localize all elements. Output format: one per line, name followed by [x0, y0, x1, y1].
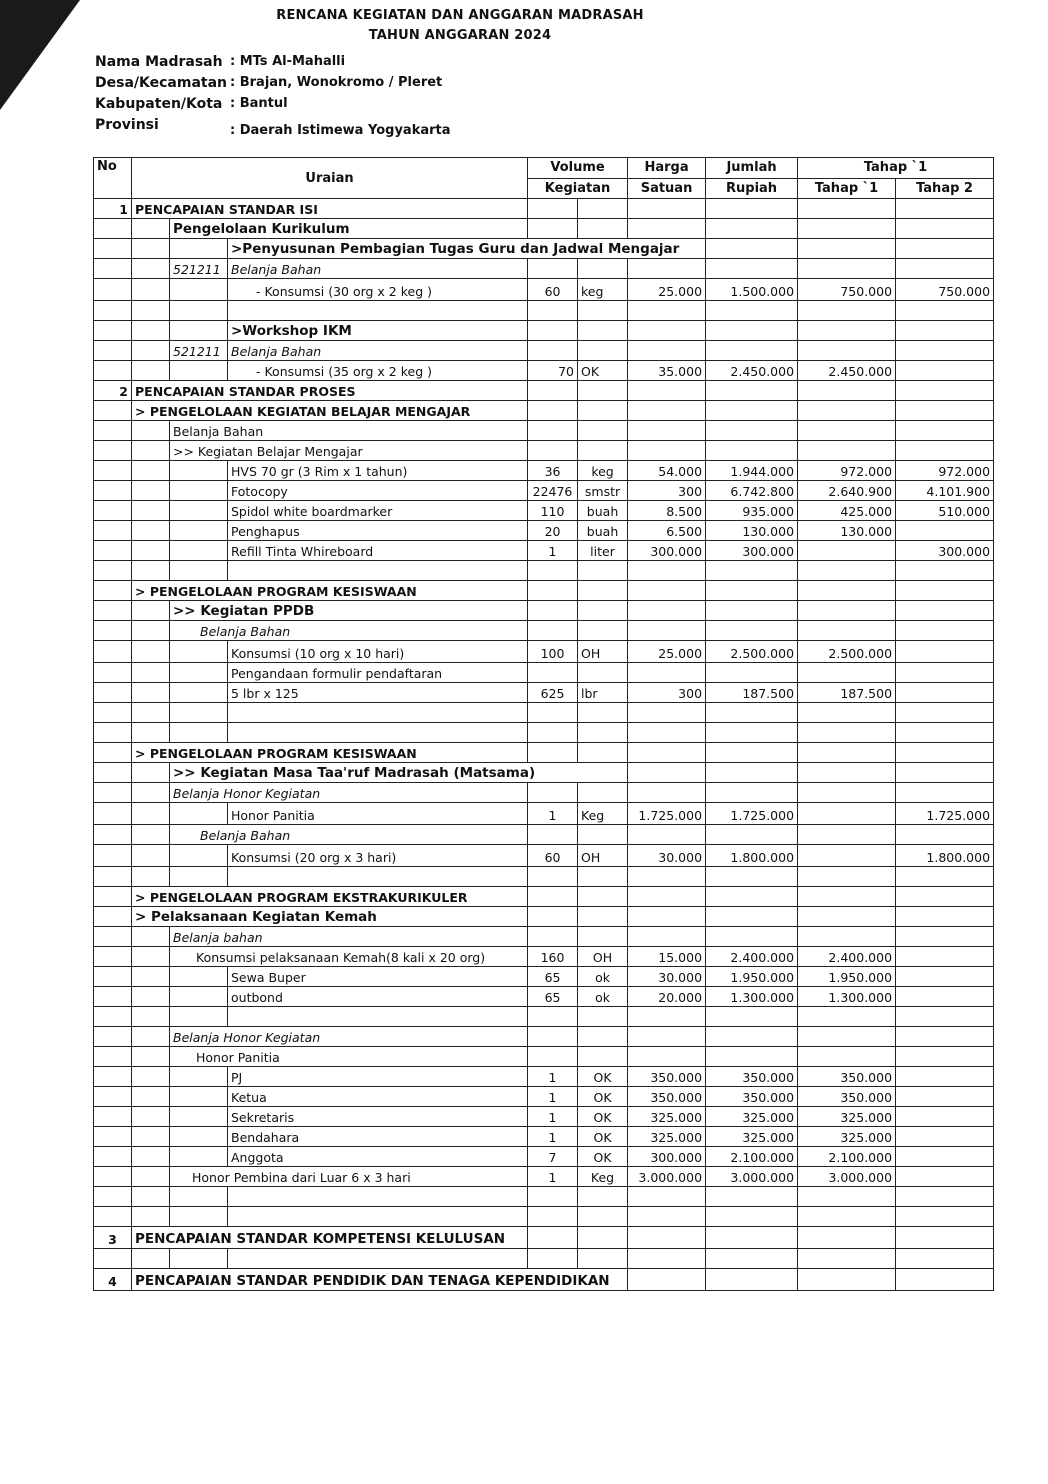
item-price: 300	[628, 683, 706, 703]
info-label: Kabupaten/Kota	[95, 96, 223, 112]
item-unit: OK	[578, 1127, 628, 1147]
item-unit: Keg	[578, 803, 628, 825]
item-unit: buah	[578, 501, 628, 521]
header-volume: Volume	[528, 158, 628, 179]
item-desc: Anggota	[228, 1147, 528, 1167]
table-row	[94, 521, 994, 541]
item-price: 20.000	[628, 987, 706, 1007]
table-row	[94, 361, 994, 381]
section-number: 3	[94, 1227, 132, 1249]
item-total: 2.400.000	[706, 947, 798, 967]
item-tahap1: 2.500.000	[798, 641, 896, 663]
item-tahap2	[896, 1067, 994, 1087]
table-row	[94, 621, 994, 641]
table-row	[94, 783, 994, 803]
item-desc: Bendahara	[228, 1127, 528, 1147]
item-unit: OK	[578, 361, 628, 381]
item-tahap2	[896, 1107, 994, 1127]
item-tahap2	[896, 967, 994, 987]
table-row	[94, 641, 994, 663]
table-row	[94, 1207, 994, 1227]
section-row	[94, 381, 994, 401]
table-row	[94, 743, 994, 763]
item-tahap1: 425.000	[798, 501, 896, 521]
info-label: Provinsi	[95, 117, 159, 133]
item-tahap1: 325.000	[798, 1127, 896, 1147]
item-desc: outbond	[228, 987, 528, 1007]
item-total: 1.950.000	[706, 967, 798, 987]
section-number: 4	[94, 1269, 132, 1291]
table-row	[94, 1007, 994, 1027]
scan-corner-shadow	[0, 0, 80, 110]
info-label: Desa/Kecamatan	[95, 75, 227, 91]
program-title: > PENGELOLAAN PROGRAM EKSTRAKURIKULER	[132, 887, 528, 907]
table-row	[94, 1087, 994, 1107]
item-volume: 20	[528, 521, 578, 541]
account-code: 521211	[170, 341, 228, 361]
document-title: RENCANA KEGIATAN DAN ANGGARAN MADRASAH	[276, 8, 644, 23]
header-satuan: Satuan	[628, 178, 706, 199]
item-price: 1.725.000	[628, 803, 706, 825]
item-unit: ok	[578, 987, 628, 1007]
item-unit: OK	[578, 1107, 628, 1127]
item-volume: 60	[528, 845, 578, 867]
item-total: 1.800.000	[706, 845, 798, 867]
item-tahap1: 972.000	[798, 461, 896, 481]
item-tahap2	[896, 1147, 994, 1167]
item-price: 325.000	[628, 1107, 706, 1127]
item-volume: 65	[528, 967, 578, 987]
header-kegiatan: Kegiatan	[528, 178, 628, 199]
item-tahap1: 130.000	[798, 521, 896, 541]
item-volume: 1	[528, 1167, 578, 1187]
table-row	[94, 581, 994, 601]
item-volume: 1	[528, 1127, 578, 1147]
section-title: PENCAPAIAN STANDAR PENDIDIK DAN TENAGA KEPENDIDIKAN	[132, 1269, 628, 1291]
table-row	[94, 401, 994, 421]
info-value: : Bantul	[230, 96, 288, 111]
item-tahap1: 1.950.000	[798, 967, 896, 987]
item-total: 2.100.000	[706, 1147, 798, 1167]
item-tahap2: 750.000	[896, 279, 994, 301]
table-row	[94, 1249, 994, 1269]
table-row	[94, 825, 994, 845]
item-volume: 1	[528, 803, 578, 825]
item-tahap1	[798, 541, 896, 561]
expense-category: Belanja Honor Kegiatan	[170, 1027, 528, 1047]
activity-title: >> Kegiatan Belajar Mengajar	[170, 441, 528, 461]
item-desc: Konsumsi (10 org x 10 hari)	[228, 641, 528, 663]
table-row	[94, 421, 994, 441]
table-row	[94, 541, 994, 561]
table-row	[94, 341, 994, 361]
item-unit: OH	[578, 641, 628, 663]
table-row	[94, 441, 994, 461]
item-tahap1: 2.400.000	[798, 947, 896, 967]
item-desc: Spidol white boardmarker	[228, 501, 528, 521]
item-total: 6.742.800	[706, 481, 798, 501]
item-unit: keg	[578, 461, 628, 481]
item-volume: 1	[528, 541, 578, 561]
table-row	[94, 1047, 994, 1067]
table-row	[94, 301, 994, 321]
item-tahap1	[798, 803, 896, 825]
item-desc: Penghapus	[228, 521, 528, 541]
expense-category: Belanja bahan	[170, 927, 528, 947]
section-title: PENCAPAIAN STANDAR PROSES	[132, 381, 528, 401]
item-price: 15.000	[628, 947, 706, 967]
program-title: > PENGELOLAAN KEGIATAN BELAJAR MENGAJAR	[132, 401, 528, 421]
section-number: 2	[94, 381, 132, 401]
table-row	[94, 987, 994, 1007]
table-row	[94, 321, 994, 341]
item-volume: 60	[528, 279, 578, 301]
item-price: 300.000	[628, 1147, 706, 1167]
header-tahap-group: Tahap `1	[798, 158, 994, 179]
item-desc: - Konsumsi (30 org x 2 keg )	[228, 279, 528, 301]
table-row	[94, 927, 994, 947]
header-rupiah: Rupiah	[706, 178, 798, 199]
item-tahap2	[896, 521, 994, 541]
table-row	[94, 803, 994, 825]
info-label: Nama Madrasah	[95, 54, 223, 70]
activity-title: >Penyusunan Pembagian Tugas Guru dan Jadwal Mengajar	[228, 239, 706, 259]
item-price: 8.500	[628, 501, 706, 521]
table-row	[94, 461, 994, 481]
item-desc: Honor Pembina dari Luar 6 x 3 hari	[170, 1167, 528, 1187]
item-tahap2: 510.000	[896, 501, 994, 521]
header-harga: Harga	[628, 158, 706, 179]
item-volume: 65	[528, 987, 578, 1007]
item-unit: keg	[578, 279, 628, 301]
item-price: 350.000	[628, 1087, 706, 1107]
info-value: : MTs Al-Mahalli	[230, 54, 346, 69]
item-total: 1.944.000	[706, 461, 798, 481]
item-tahap1: 1.300.000	[798, 987, 896, 1007]
header-tahap1: Tahap `1	[798, 178, 896, 199]
item-tahap2	[896, 1087, 994, 1107]
expense-category: Belanja Honor Kegiatan	[170, 783, 528, 803]
subsection-title: Pengelolaan Kurikulum	[170, 219, 528, 239]
activity-title: > Pelaksanaan Kegiatan Kemah	[132, 907, 528, 927]
item-tahap1: 750.000	[798, 279, 896, 301]
table-row	[94, 845, 994, 867]
header-uraian: Uraian	[132, 158, 528, 199]
budget-table-container	[93, 157, 994, 1291]
item-desc: Konsumsi (20 org x 3 hari)	[228, 845, 528, 867]
item-unit: buah	[578, 521, 628, 541]
item-volume: 1	[528, 1107, 578, 1127]
info-value: : Daerah Istimewa Yogyakarta	[230, 123, 451, 138]
activity-title: >> Kegiatan Masa Taa'ruf Madrasah (Matsama)	[170, 763, 628, 783]
table-row	[94, 239, 994, 259]
item-tahap1: 3.000.000	[798, 1167, 896, 1187]
item-total: 3.000.000	[706, 1167, 798, 1187]
item-price: 25.000	[628, 279, 706, 301]
program-title: > PENGELOLAAN PROGRAM KESISWAAN	[132, 581, 528, 601]
item-total: 1.500.000	[706, 279, 798, 301]
item-total: 350.000	[706, 1087, 798, 1107]
table-row	[94, 703, 994, 723]
table-row	[94, 887, 994, 907]
item-tahap2	[896, 361, 994, 381]
section-row	[94, 1269, 994, 1291]
program-title: > PENGELOLAAN PROGRAM KESISWAAN	[132, 743, 528, 763]
item-unit: OK	[578, 1067, 628, 1087]
expense-category: Belanja Bahan	[228, 341, 528, 361]
expense-category: Belanja Bahan	[170, 825, 528, 845]
section-title: PENCAPAIAN STANDAR KOMPETENSI KELULUSAN	[132, 1227, 528, 1249]
header-tahap2: Tahap 2	[896, 178, 994, 199]
table-row	[94, 1167, 994, 1187]
header-no: No	[94, 158, 132, 199]
item-tahap1: 325.000	[798, 1107, 896, 1127]
item-price: 350.000	[628, 1067, 706, 1087]
table-row	[94, 723, 994, 743]
table-row	[94, 1067, 994, 1087]
activity-title: >Workshop IKM	[228, 321, 528, 341]
table-row	[94, 763, 994, 783]
item-volume: 36	[528, 461, 578, 481]
item-total: 350.000	[706, 1067, 798, 1087]
item-desc: HVS 70 gr (3 Rim x 1 tahun)	[228, 461, 528, 481]
item-desc: PJ	[228, 1067, 528, 1087]
item-unit: OK	[578, 1087, 628, 1107]
item-price: 6.500	[628, 521, 706, 541]
item-unit: Keg	[578, 1167, 628, 1187]
item-unit: OK	[578, 1147, 628, 1167]
item-volume: 70	[528, 361, 578, 381]
item-volume: 22476	[528, 481, 578, 501]
item-tahap2	[896, 1167, 994, 1187]
item-volume: 7	[528, 1147, 578, 1167]
item-tahap1	[798, 845, 896, 867]
expense-category: Belanja Bahan	[170, 421, 528, 441]
item-tahap2: 4.101.900	[896, 481, 994, 501]
table-row	[94, 1147, 994, 1167]
header-jumlah: Jumlah	[706, 158, 798, 179]
table-row	[94, 1027, 994, 1047]
item-total: 1.725.000	[706, 803, 798, 825]
table-row	[94, 1187, 994, 1207]
item-total: 1.300.000	[706, 987, 798, 1007]
item-tahap1: 2.100.000	[798, 1147, 896, 1167]
item-tahap1: 187.500	[798, 683, 896, 703]
item-total: 300.000	[706, 541, 798, 561]
item-desc: Honor Panitia	[228, 803, 528, 825]
table-row	[94, 561, 994, 581]
item-price: 25.000	[628, 641, 706, 663]
item-price: 300	[628, 481, 706, 501]
section-number: 1	[94, 199, 132, 219]
table-row	[94, 683, 994, 703]
section-row	[94, 199, 994, 219]
section-title: PENCAPAIAN STANDAR ISI	[132, 199, 528, 219]
item-tahap1: 2.640.900	[798, 481, 896, 501]
account-code: 521211	[170, 259, 228, 279]
item-volume: 625	[528, 683, 578, 703]
info-value: : Brajan, Wonokromo / Pleret	[230, 75, 443, 90]
item-desc: Konsumsi pelaksanaan Kemah(8 kali x 20 org)	[170, 947, 528, 967]
item-tahap2: 1.725.000	[896, 803, 994, 825]
item-tahap2: 972.000	[896, 461, 994, 481]
item-unit: OH	[578, 845, 628, 867]
item-unit: OH	[578, 947, 628, 967]
item-tahap1: 2.450.000	[798, 361, 896, 381]
item-unit: liter	[578, 541, 628, 561]
table-row	[94, 663, 994, 683]
item-tahap1: 350.000	[798, 1067, 896, 1087]
item-total: 130.000	[706, 521, 798, 541]
item-tahap2: 300.000	[896, 541, 994, 561]
document-subtitle: TAHUN ANGGARAN 2024	[368, 28, 552, 43]
item-desc: Refill Tinta Whireboard	[228, 541, 528, 561]
item-volume: 1	[528, 1067, 578, 1087]
expense-category: Belanja Bahan	[170, 621, 528, 641]
item-desc: Sekretaris	[228, 1107, 528, 1127]
item-desc: - Konsumsi (35 org x 2 keg )	[228, 361, 528, 381]
item-total: 325.000	[706, 1127, 798, 1147]
item-price: 54.000	[628, 461, 706, 481]
item-total: 325.000	[706, 1107, 798, 1127]
item-tahap2	[896, 987, 994, 1007]
table-row	[94, 259, 994, 279]
item-volume: 160	[528, 947, 578, 967]
item-price: 30.000	[628, 845, 706, 867]
item-volume: 1	[528, 1087, 578, 1107]
table-row	[94, 947, 994, 967]
item-tahap2	[896, 641, 994, 663]
table-row	[94, 279, 994, 301]
item-tahap2: 1.800.000	[896, 845, 994, 867]
item-tahap2	[896, 947, 994, 967]
item-tahap1: 350.000	[798, 1087, 896, 1107]
item-unit: ok	[578, 967, 628, 987]
expense-category: Belanja Bahan	[228, 259, 528, 279]
table-row	[94, 219, 994, 239]
table-row	[94, 481, 994, 501]
item-tahap2	[896, 1127, 994, 1147]
table-row	[94, 867, 994, 887]
activity-title: >> Kegiatan PPDB	[170, 601, 528, 621]
item-volume: 100	[528, 641, 578, 663]
item-total: 935.000	[706, 501, 798, 521]
item-desc: Fotocopy	[228, 481, 528, 501]
item-price: 35.000	[628, 361, 706, 381]
budget-table	[93, 157, 994, 1291]
item-desc: 5 lbr x 125	[228, 683, 528, 703]
item-tahap2	[896, 683, 994, 703]
item-price: 300.000	[628, 541, 706, 561]
item-unit: lbr	[578, 683, 628, 703]
table-row	[94, 1107, 994, 1127]
item-desc: Pengandaan formulir pendaftaran	[228, 663, 528, 683]
item-desc: Sewa Buper	[228, 967, 528, 987]
item-price: 30.000	[628, 967, 706, 987]
item-price: 325.000	[628, 1127, 706, 1147]
item-total: 2.500.000	[706, 641, 798, 663]
table-row	[94, 501, 994, 521]
item-volume: 110	[528, 501, 578, 521]
item-desc: Ketua	[228, 1087, 528, 1107]
item-total: 187.500	[706, 683, 798, 703]
item-price: 3.000.000	[628, 1167, 706, 1187]
item-total: 2.450.000	[706, 361, 798, 381]
item-desc: Honor Panitia	[170, 1047, 528, 1067]
item-unit: smstr	[578, 481, 628, 501]
table-row	[94, 601, 994, 621]
section-row	[94, 1227, 994, 1249]
table-row	[94, 967, 994, 987]
table-row	[94, 907, 994, 927]
table-row	[94, 1127, 994, 1147]
